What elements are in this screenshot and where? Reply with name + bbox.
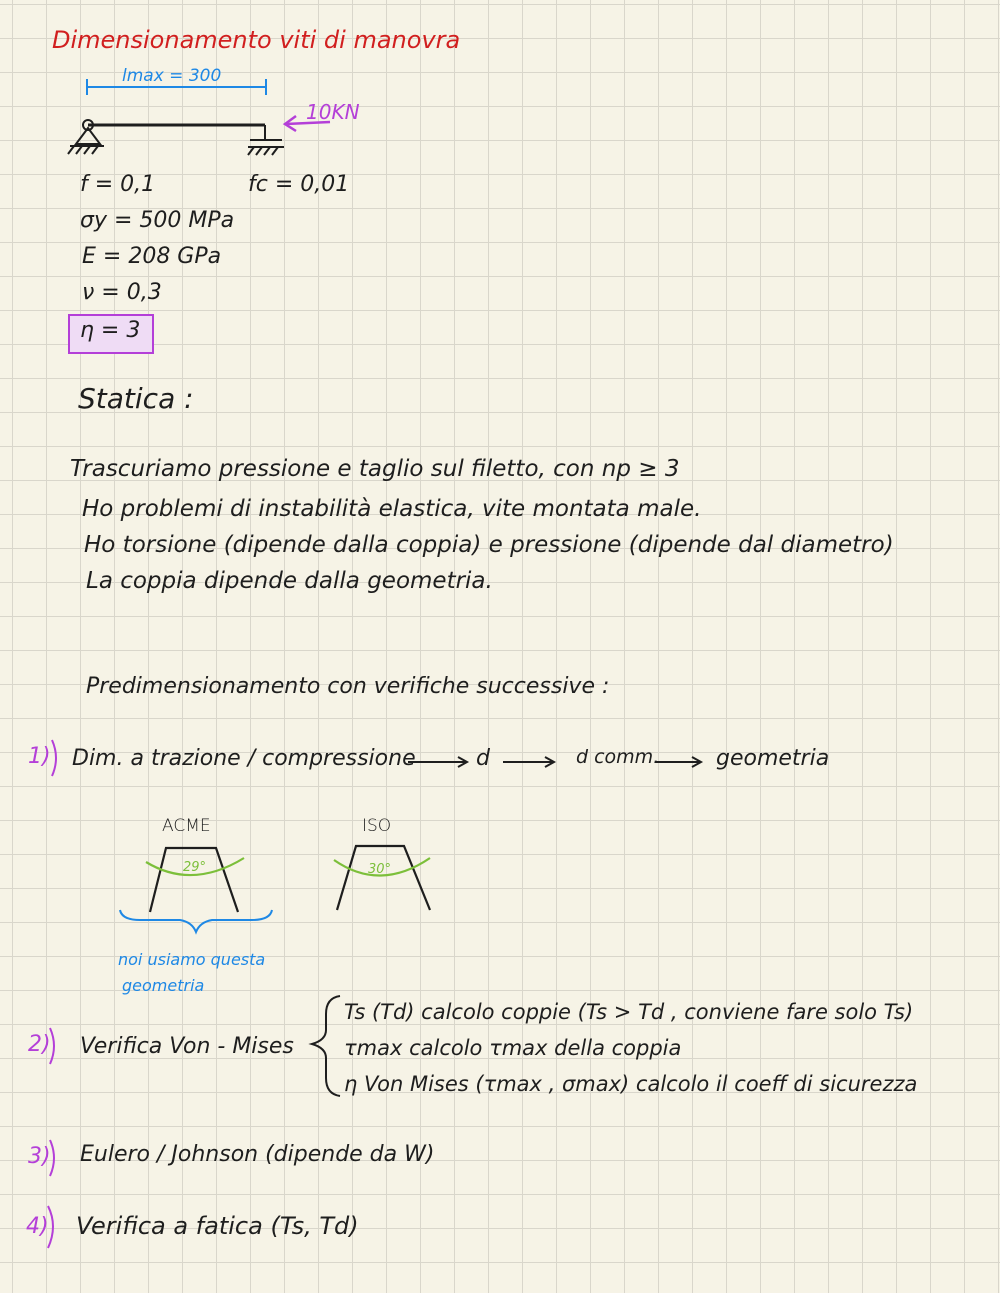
step2-item-3: η Von Mises (τmax , σmax) calcolo il coeff di sicurezza: [344, 1072, 918, 1096]
param-f: f = 0,1: [80, 172, 156, 197]
statica-line-4: La coppia dipende dalla geometria.: [86, 568, 493, 594]
acme-thread-profile: [150, 848, 238, 912]
step2-item-1: Ts (Td) calcolo coppie (Ts > Td , conviene fare solo Ts): [344, 1000, 914, 1024]
note-line-2: geometria: [122, 976, 205, 995]
step2-number: 2): [28, 1032, 51, 1057]
statica-heading: Statica :: [78, 382, 194, 415]
clamp-support-icon: [248, 125, 284, 155]
step4-number: 4): [26, 1214, 49, 1239]
iso-angle: 30°: [368, 862, 392, 877]
step1-paren: [52, 740, 56, 776]
step3-number: 3): [28, 1144, 51, 1169]
predim-heading: Predimensionamento con verifiche successive :: [86, 674, 610, 699]
step1-d: d: [476, 746, 490, 771]
param-young-modulus: E = 208 GPa: [82, 244, 222, 269]
step1-geometria: geometria: [716, 746, 830, 771]
statica-line-3: Ho torsione (dipende dalla coppia) e pressione (dipende dal diametro): [84, 532, 894, 558]
step1-text: Dim. a trazione / compressione: [72, 746, 416, 771]
param-safety-factor: η = 3: [80, 318, 141, 343]
iso-thread-profile: [337, 846, 430, 910]
lmax-label: lmax = 300: [122, 66, 222, 86]
force-label: 10KN: [306, 100, 360, 124]
page-title: Dimensionamento viti di manovra: [52, 26, 461, 54]
step2-text: Verifica Von - Mises: [80, 1034, 294, 1059]
acme-label: ACME: [162, 816, 211, 836]
step4-text: Verifica a fatica (Ts, Td): [76, 1212, 359, 1240]
von-mises-brace: [312, 996, 340, 1096]
param-fc: fc = 0,01: [248, 172, 350, 197]
step1-number: 1): [28, 744, 51, 769]
step3-text: Eulero / Johnson (dipende da W): [80, 1142, 435, 1167]
step2-paren: [50, 1028, 54, 1064]
step3-paren: [50, 1140, 54, 1176]
statica-line-2: Ho problemi di instabilità elastica, vite montata male.: [82, 496, 702, 522]
step4-paren: [48, 1206, 53, 1248]
step2-item-2: τmax calcolo τmax della coppia: [344, 1036, 682, 1060]
param-poisson: ν = 0,3: [82, 280, 162, 305]
note-line-1: noi usiamo questa: [118, 950, 266, 969]
iso-label: ISO: [362, 816, 392, 836]
param-yield-stress: σy = 500 MPa: [80, 208, 235, 233]
acme-angle: 29°: [183, 860, 207, 875]
step1-dcomm: d comm.: [576, 746, 660, 768]
acme-brace: [120, 910, 272, 932]
statica-line-1: Trascuriamo pressione e taglio sul filetto, con np ≥ 3: [70, 456, 680, 482]
